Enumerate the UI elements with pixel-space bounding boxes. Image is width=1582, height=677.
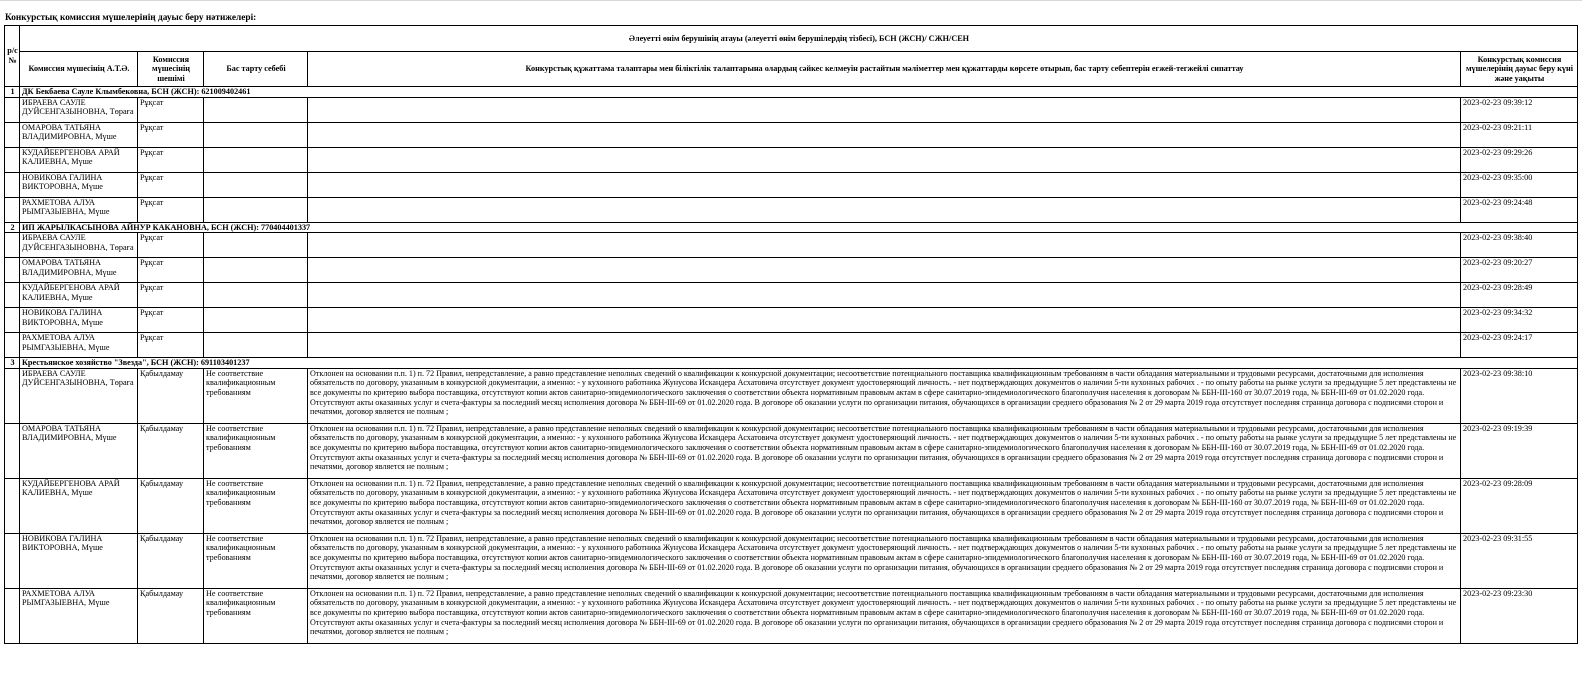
member-decision: Рұқсат bbox=[138, 333, 204, 358]
supplier-row bbox=[5, 222, 1578, 233]
vote-row bbox=[5, 97, 1578, 122]
header-supplier: Әлеуетті өнім берушінің атауы (әлеуетті өнім берушілердің тізбесі), БСН (ЖСН)/ СЖН/СЕН bbox=[20, 26, 1578, 52]
vote-datetime: 2023-02-23 09:28:09 bbox=[1461, 478, 1578, 533]
rejection-reason bbox=[204, 122, 308, 147]
member-decision: Рұқсат bbox=[138, 172, 204, 197]
table-body bbox=[5, 87, 1578, 644]
vote-row bbox=[5, 368, 1578, 423]
rejection-description bbox=[308, 258, 1461, 283]
supplier-name: Крестьянское хозяйство "Звезда", БСН (ЖСН): 691103401237 bbox=[20, 358, 1578, 369]
rejection-reason bbox=[204, 308, 308, 333]
vote-row bbox=[5, 172, 1578, 197]
vote-datetime: 2023-02-23 09:34:32 bbox=[1461, 308, 1578, 333]
header-row-1 bbox=[5, 26, 1578, 52]
table-header bbox=[5, 26, 1578, 87]
member-decision: Рұқсат bbox=[138, 122, 204, 147]
rejection-description: Отклонен на основании п.п. 1) п. 72 Правил, непредставление, а равно представление неполных сведений о квалификации к конкурсной документации; несоответствие потенциального поставщика квалификационным требованиям в части обладания материальными и трудовыми ресурсами, достаточными для исполнения обязательств по договору, указанным в конкурсной документации, а именно: - у кухонного работника Жунусова Искандера Асхатовича отсутствует документ удостоверяющий личность. - нет подтверждающих документов о наличии 5-ти кухонных рабочих . - по опыту работы на рынке услуги за предыдущие 5 лет представлены не все документы по критерию выбора поставщика, отсутствуют копии актов санитарно-эпидемиологического заключения о соответствии объекта нормативным правовым актам в сфере санитарно-эпидемиологического благополучия населения к договорам № ББН-III-160 от 30.07.2019 года, № ББН-III-69 от 01.02.2020 года. Отсутствуют акты оказанных услуг и счета-фактуры за последний месяц исполнения договора № ББН-III-69 от 01.02.2020 года. В договоре об оказании услуги по организации питания, обучающихся в организации среднего образования № 2 от 29 марта 2019 года отсутствует последняя страница договора с подписями сторон и печатями, договор является не полным ; bbox=[308, 423, 1461, 478]
supplier-name: ИП ЖАРЫЛКАСЫНОВА АЙНУР КАКАНОВНА, БСН (ЖСН): 770404401337 bbox=[20, 222, 1578, 233]
vote-datetime: 2023-02-23 09:29:26 bbox=[1461, 147, 1578, 172]
member-name: НОВИКОВА ГАЛИНА ВИКТОРОВНА, Мүше bbox=[20, 172, 138, 197]
vote-row-spacer bbox=[5, 308, 20, 333]
member-name: ИБРАЕВА САУЛЕ ДУЙСЕНГАЗЫНОВНА, Төраға bbox=[20, 97, 138, 122]
rejection-description: Отклонен на основании п.п. 1) п. 72 Правил, непредставление, а равно представление неполных сведений о квалификации к конкурсной документации; несоответствие потенциального поставщика квалификационным требованиям в части обладания материальными и трудовыми ресурсами, достаточными для исполнения обязательств по договору, указанным в конкурсной документации, а именно: - у кухонного работника Жунусова Искандера Асхатовича отсутствует документ удостоверяющий личность. - нет подтверждающих документов о наличии 5-ти кухонных рабочих . - по опыту работы на рынке услуги за предыдущие 5 лет представлены не все документы по критерию выбора поставщика, отсутствуют копии актов санитарно-эпидемиологического заключения о соответствии объекта нормативным правовым актам в сфере санитарно-эпидемиологического благополучия населения к договорам № ББН-III-160 от 30.07.2019 года, № ББН-III-69 от 01.02.2020 года. Отсутствуют акты оказанных услуг и счета-фактуры за последний месяц исполнения договора № ББН-III-69 от 01.02.2020 года. В договоре об оказании услуги по организации питания, обучающихся в организации среднего образования № 2 от 29 марта 2019 года отсутствует последняя страница договора с подписями сторон и печатями, договор является не полным ; bbox=[308, 368, 1461, 423]
supplier-name: ДК Бекбаева Сауле Клымбековна, БСН (ЖСН): 621009402461 bbox=[20, 87, 1578, 98]
vote-datetime: 2023-02-23 09:24:48 bbox=[1461, 197, 1578, 222]
vote-row-spacer bbox=[5, 197, 20, 222]
rejection-reason: Не соответствие квалификационным требованиям bbox=[204, 533, 308, 588]
rejection-reason bbox=[204, 147, 308, 172]
page-title: Конкурстық комиссия мүшелерінің дауыс беру нәтижелері: bbox=[5, 13, 257, 23]
vote-row-spacer bbox=[5, 283, 20, 308]
vote-row-spacer bbox=[5, 333, 20, 358]
vote-datetime: 2023-02-23 09:31:55 bbox=[1461, 533, 1578, 588]
supplier-number: 3 bbox=[5, 358, 20, 369]
vote-row bbox=[5, 423, 1578, 478]
vote-datetime: 2023-02-23 09:38:40 bbox=[1461, 233, 1578, 258]
member-name: ИБРАЕВА САУЛЕ ДУЙСЕНГАЗЫНОВНА, Төраға bbox=[20, 233, 138, 258]
member-decision: Рұқсат bbox=[138, 147, 204, 172]
rejection-description bbox=[308, 333, 1461, 358]
vote-datetime: 2023-02-23 09:19:39 bbox=[1461, 423, 1578, 478]
vote-datetime: 2023-02-23 09:21:11 bbox=[1461, 122, 1578, 147]
member-name: РАХМЕТОВА АЛУА РЫМГАЗЫЕВНА, Мүше bbox=[20, 333, 138, 358]
supplier-number: 2 bbox=[5, 222, 20, 233]
header-date: Конкурстық комиссия мүшелерінің дауыс беру күні және уақыты bbox=[1461, 52, 1578, 87]
header-description: Конкурстық құжаттама талаптары мен біліктілік талаптарына олардың сәйкес келмеуін растайтын мәліметтер мен құжаттарды көрсете отырып, бас тарту себептерін егжей-тегжейлі сипаттау bbox=[308, 52, 1461, 87]
vote-row-spacer bbox=[5, 423, 20, 478]
header-row-2 bbox=[5, 52, 1578, 87]
member-name: РАХМЕТОВА АЛУА РЫМГАЗЫЕВНА, Мүше bbox=[20, 588, 138, 643]
member-decision: Рұқсат bbox=[138, 283, 204, 308]
vote-row-spacer bbox=[5, 172, 20, 197]
vote-row bbox=[5, 333, 1578, 358]
vote-row bbox=[5, 233, 1578, 258]
rejection-reason: Не соответствие квалификационным требованиям bbox=[204, 423, 308, 478]
header-reason: Бас тарту себебі bbox=[204, 52, 308, 87]
member-decision: Рұқсат bbox=[138, 97, 204, 122]
vote-row bbox=[5, 588, 1578, 643]
vote-row bbox=[5, 122, 1578, 147]
member-name: КУДАЙБЕРГЕНОВА АРАЙ КАЛИЕВНА, Мүше bbox=[20, 478, 138, 533]
member-decision: Қабылдамау bbox=[138, 368, 204, 423]
vote-row-spacer bbox=[5, 147, 20, 172]
member-decision: Қабылдамау bbox=[138, 533, 204, 588]
member-name: НОВИКОВА ГАЛИНА ВИКТОРОВНА, Мүше bbox=[20, 308, 138, 333]
member-name: ОМАРОВА ТАТЬЯНА ВЛАДИМИРОВНА, Мүше bbox=[20, 258, 138, 283]
member-name: НОВИКОВА ГАЛИНА ВИКТОРОВНА, Мүше bbox=[20, 533, 138, 588]
member-decision: Рұқсат bbox=[138, 308, 204, 333]
rejection-reason bbox=[204, 258, 308, 283]
rejection-description bbox=[308, 197, 1461, 222]
member-name: ОМАРОВА ТАТЬЯНА ВЛАДИМИРОВНА, Мүше bbox=[20, 122, 138, 147]
vote-row-spacer bbox=[5, 233, 20, 258]
member-name: ИБРАЕВА САУЛЕ ДУЙСЕНГАЗЫНОВНА, Төраға bbox=[20, 368, 138, 423]
rejection-description bbox=[308, 122, 1461, 147]
vote-row-spacer bbox=[5, 533, 20, 588]
rejection-description: Отклонен на основании п.п. 1) п. 72 Правил, непредставление, а равно представление неполных сведений о квалификации к конкурсной документации; несоответствие потенциального поставщика квалификационным требованиям в части обладания материальными и трудовыми ресурсами, достаточными для исполнения обязательств по договору, указанным в конкурсной документации, а именно: - у кухонного работника Жунусова Искандера Асхатовича отсутствует документ удостоверяющий личность. - нет подтверждающих документов о наличии 5-ти кухонных рабочих . - по опыту работы на рынке услуги за предыдущие 5 лет представлены не все документы по критерию выбора поставщика, отсутствуют копии актов санитарно-эпидемиологического заключения о соответствии объекта нормативным правовым актам в сфере санитарно-эпидемиологического благополучия населения к договорам № ББН-III-160 от 30.07.2019 года, № ББН-III-69 от 01.02.2020 года. Отсутствуют акты оказанных услуг и счета-фактуры за последний месяц исполнения договора № ББН-III-69 от 01.02.2020 года. В договоре об оказании услуги по организации питания, обучающихся в организации среднего образования № 2 от 29 марта 2019 года отсутствует последняя страница договора с подписями сторон и печатями, договор является не полным ; bbox=[308, 478, 1461, 533]
supplier-row bbox=[5, 87, 1578, 98]
vote-datetime: 2023-02-23 09:39:12 bbox=[1461, 97, 1578, 122]
member-name: КУДАЙБЕРГЕНОВА АРАЙ КАЛИЕВНА, Мүше bbox=[20, 283, 138, 308]
member-decision: Қабылдамау bbox=[138, 423, 204, 478]
vote-datetime: 2023-02-23 09:38:10 bbox=[1461, 368, 1578, 423]
vote-row bbox=[5, 308, 1578, 333]
vote-datetime: 2023-02-23 09:28:49 bbox=[1461, 283, 1578, 308]
rejection-description bbox=[308, 147, 1461, 172]
rejection-description bbox=[308, 97, 1461, 122]
member-decision: Рұқсат bbox=[138, 258, 204, 283]
header-num: р/с № bbox=[5, 26, 20, 87]
member-name: КУДАЙБЕРГЕНОВА АРАЙ КАЛИЕВНА, Мүше bbox=[20, 147, 138, 172]
rejection-reason: Не соответствие квалификационным требованиям bbox=[204, 368, 308, 423]
header-member: Комиссия мүшесінің А.Т.Ә. bbox=[20, 52, 138, 87]
vote-row-spacer bbox=[5, 478, 20, 533]
header-decision: Комиссия мүшесінің шешімі bbox=[138, 52, 204, 87]
member-name: РАХМЕТОВА АЛУА РЫМГАЗЫЕВНА, Мүше bbox=[20, 197, 138, 222]
vote-row bbox=[5, 283, 1578, 308]
rejection-reason bbox=[204, 333, 308, 358]
vote-row bbox=[5, 197, 1578, 222]
vote-row bbox=[5, 258, 1578, 283]
rejection-reason bbox=[204, 172, 308, 197]
vote-datetime: 2023-02-23 09:20:27 bbox=[1461, 258, 1578, 283]
rejection-description bbox=[308, 283, 1461, 308]
member-decision: Қабылдамау bbox=[138, 478, 204, 533]
member-name: ОМАРОВА ТАТЬЯНА ВЛАДИМИРОВНА, Мүше bbox=[20, 423, 138, 478]
vote-row-spacer bbox=[5, 258, 20, 283]
rejection-description bbox=[308, 172, 1461, 197]
vote-row-spacer bbox=[5, 588, 20, 643]
rejection-description bbox=[308, 233, 1461, 258]
top-divider bbox=[0, 0, 1582, 1]
rejection-reason: Не соответствие квалификационным требованиям bbox=[204, 588, 308, 643]
rejection-description: Отклонен на основании п.п. 1) п. 72 Правил, непредставление, а равно представление неполных сведений о квалификации к конкурсной документации; несоответствие потенциального поставщика квалификационным требованиям в части обладания материальными и трудовыми ресурсами, достаточными для исполнения обязательств по договору, указанным в конкурсной документации, а именно: - у кухонного работника Жунусова Искандера Асхатовича отсутствует документ удостоверяющий личность. - нет подтверждающих документов о наличии 5-ти кухонных рабочих . - по опыту работы на рынке услуги за предыдущие 5 лет представлены не все документы по критерию выбора поставщика, отсутствуют копии актов санитарно-эпидемиологического заключения о соответствии объекта нормативным правовым актам в сфере санитарно-эпидемиологического благополучия населения к договорам № ББН-III-160 от 30.07.2019 года, № ББН-III-69 от 01.02.2020 года. Отсутствуют акты оказанных услуг и счета-фактуры за последний месяц исполнения договора № ББН-III-69 от 01.02.2020 года. В договоре об оказании услуги по организации питания, обучающихся в организации среднего образования № 2 от 29 марта 2019 года отсутствует последняя страница договора с подписями сторон и печатями, договор является не полным ; bbox=[308, 533, 1461, 588]
supplier-row bbox=[5, 358, 1578, 369]
rejection-reason bbox=[204, 283, 308, 308]
rejection-description: Отклонен на основании п.п. 1) п. 72 Правил, непредставление, а равно представление неполных сведений о квалификации к конкурсной документации; несоответствие потенциального поставщика квалификационным требованиям в части обладания материальными и трудовыми ресурсами, достаточными для исполнения обязательств по договору, указанным в конкурсной документации, а именно: - у кухонного работника Жунусова Искандера Асхатовича отсутствует документ удостоверяющий личность. - нет подтверждающих документов о наличии 5-ти кухонных рабочих . - по опыту работы на рынке услуги за предыдущие 5 лет представлены не все документы по критерию выбора поставщика, отсутствуют копии актов санитарно-эпидемиологического заключения о соответствии объекта нормативным правовым актам в сфере санитарно-эпидемиологического благополучия населения к договорам № ББН-III-160 от 30.07.2019 года, № ББН-III-69 от 01.02.2020 года. Отсутствуют акты оказанных услуг и счета-фактуры за последний месяц исполнения договора № ББН-III-69 от 01.02.2020 года. В договоре об оказании услуги по организации питания, обучающихся в организации среднего образования № 2 от 29 марта 2019 года отсутствует последняя страница договора с подписями сторон и печатями, договор является не полным ; bbox=[308, 588, 1461, 643]
supplier-number: 1 bbox=[5, 87, 20, 98]
rejection-reason bbox=[204, 97, 308, 122]
vote-datetime: 2023-02-23 09:35:00 bbox=[1461, 172, 1578, 197]
vote-row bbox=[5, 478, 1578, 533]
member-decision: Рұқсат bbox=[138, 233, 204, 258]
rejection-reason bbox=[204, 197, 308, 222]
rejection-reason: Не соответствие квалификационным требованиям bbox=[204, 478, 308, 533]
rejection-description bbox=[308, 308, 1461, 333]
member-decision: Рұқсат bbox=[138, 197, 204, 222]
vote-row bbox=[5, 533, 1578, 588]
voting-results-table bbox=[4, 25, 1578, 644]
vote-row-spacer bbox=[5, 368, 20, 423]
vote-row bbox=[5, 147, 1578, 172]
vote-row-spacer bbox=[5, 122, 20, 147]
vote-datetime: 2023-02-23 09:24:17 bbox=[1461, 333, 1578, 358]
rejection-reason bbox=[204, 233, 308, 258]
member-decision: Қабылдамау bbox=[138, 588, 204, 643]
vote-datetime: 2023-02-23 09:23:30 bbox=[1461, 588, 1578, 643]
vote-row-spacer bbox=[5, 97, 20, 122]
